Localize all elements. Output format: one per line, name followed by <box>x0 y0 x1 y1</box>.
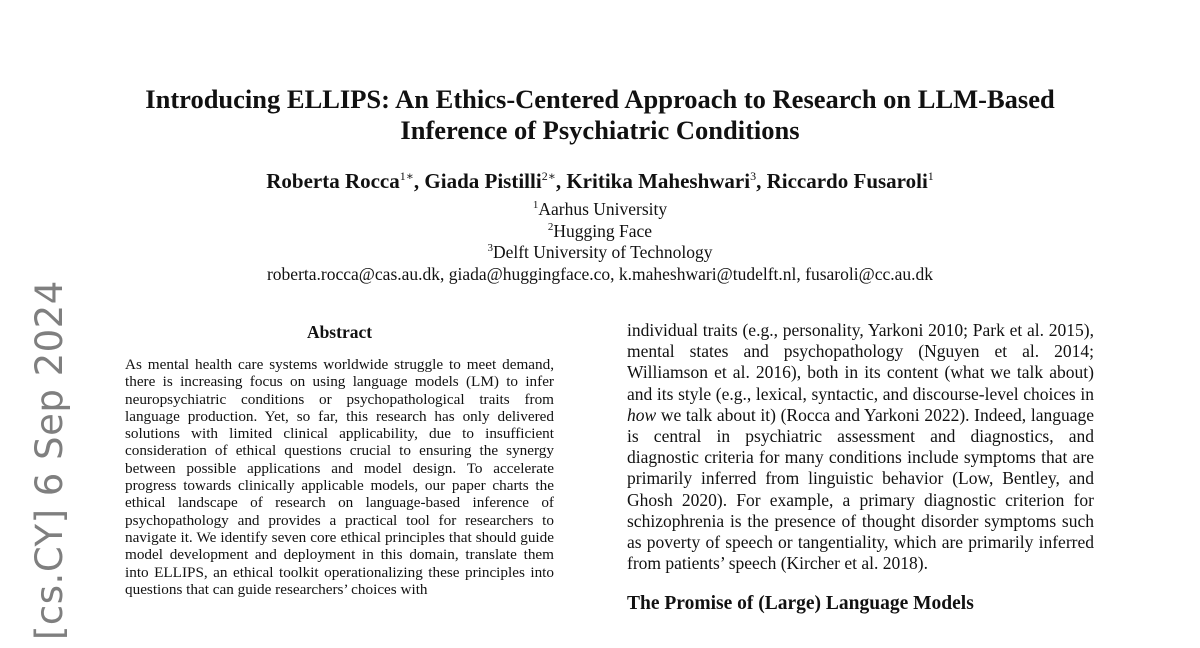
affiliation-name: Hugging Face <box>553 220 653 241</box>
author-affiliation-mark: 1 <box>927 169 934 183</box>
author-separator: , <box>413 169 425 193</box>
author-name: Kritika Maheshwari <box>566 169 751 193</box>
affiliation-mark: 1 <box>532 199 539 211</box>
right-column <box>627 320 1094 616</box>
author-affiliation-mark: 1∗ <box>399 169 414 183</box>
author-name: Riccardo Fusaroli <box>766 169 928 193</box>
author-affiliation-mark: 3 <box>750 169 757 183</box>
author-separator: , <box>756 169 767 193</box>
affiliation-mark: 3 <box>487 242 493 254</box>
affiliation-line <box>0 221 1200 243</box>
abstract-text: As mental health care systems worldwide struggle to meet demand, there is increasing focus on using language models (LM) to infer neuropsychiatric conditions or psychopathological traits from language production. Yet, so far, this research has only delivered solutions with limited clinical applicability, due to insufficient consideration of ethical questions crucial to ensuring the synergy between possible applications and model design. To accelerate progress towards clinically applicable models, our paper charts the ethical landscape of research on language-based inference of psychopathology and provides a practical tool for researchers to navigate it. We identify seven core ethical principles that should guide model development and deployment in this domain, translate them into ELLIPS, an ethical toolkit operationalizing these principles into questions that can guide researchers’ choices with <box>125 356 554 598</box>
affiliation-block <box>0 199 1200 285</box>
left-column <box>125 320 554 598</box>
affiliation-mark: 2 <box>547 220 554 233</box>
author-name: Giada Pistilli <box>424 169 542 193</box>
affiliation-name: Aarhus University <box>538 199 668 219</box>
arxiv-identifier-stamp: [cs.CY] 6 Sep 2024 <box>28 280 71 640</box>
author-affiliation-mark: 2∗ <box>541 169 556 183</box>
body-text-segment: individual traits (e.g., personality, Yarkoni 2010; Park et al. 2015), mental states and psychopathology (Nguyen et al. 2014; Williamson et al. 2016), both in its content (what we talk about) and its style (e.g., lexical, syntactic, and discourse-level choices in <box>627 320 1094 404</box>
affiliation-name: Delft University of Technology <box>492 242 713 262</box>
author-emails: roberta.rocca@cas.au.dk, giada@huggingface.co, k.maheshwari@tudelft.nl, fusaroli@cc.au.dk <box>266 263 934 284</box>
paper-title-line-2: Inference of Psychiatric Conditions <box>400 115 800 145</box>
author-name: Roberta Rocca <box>266 169 400 193</box>
abstract-heading: Abstract <box>306 322 373 342</box>
section-heading: The Promise of (Large) Language Models <box>627 593 974 615</box>
affiliation-line <box>0 242 1200 264</box>
affiliation-line <box>0 199 1200 221</box>
body-text-emphasis: how <box>627 404 657 425</box>
author-list <box>0 168 1200 194</box>
paper-title-line-1: Introducing ELLIPS: An Ethics-Centered Approach to Research on LLM-Based <box>145 84 1055 114</box>
body-text-segment: we talk about it) (Rocca and Yarkoni 2022). Indeed, language is central in psychiatric assessment and diagnostics, and diagnostic criteria for many conditions include symptoms that are primarily inferred from linguistic behavior (Low, Bentley, and Ghosh 2020). For example, a primary diagnostic criterion for schizophrenia is the presence of thought disorder symptoms such as poverty of speech or tangentiality, which are primarily inferred from patients’ speech (Kircher et al. 2018). <box>627 404 1094 574</box>
author-separator: , <box>555 169 567 193</box>
body-paragraph <box>627 320 1094 574</box>
paper-title <box>0 84 1200 146</box>
